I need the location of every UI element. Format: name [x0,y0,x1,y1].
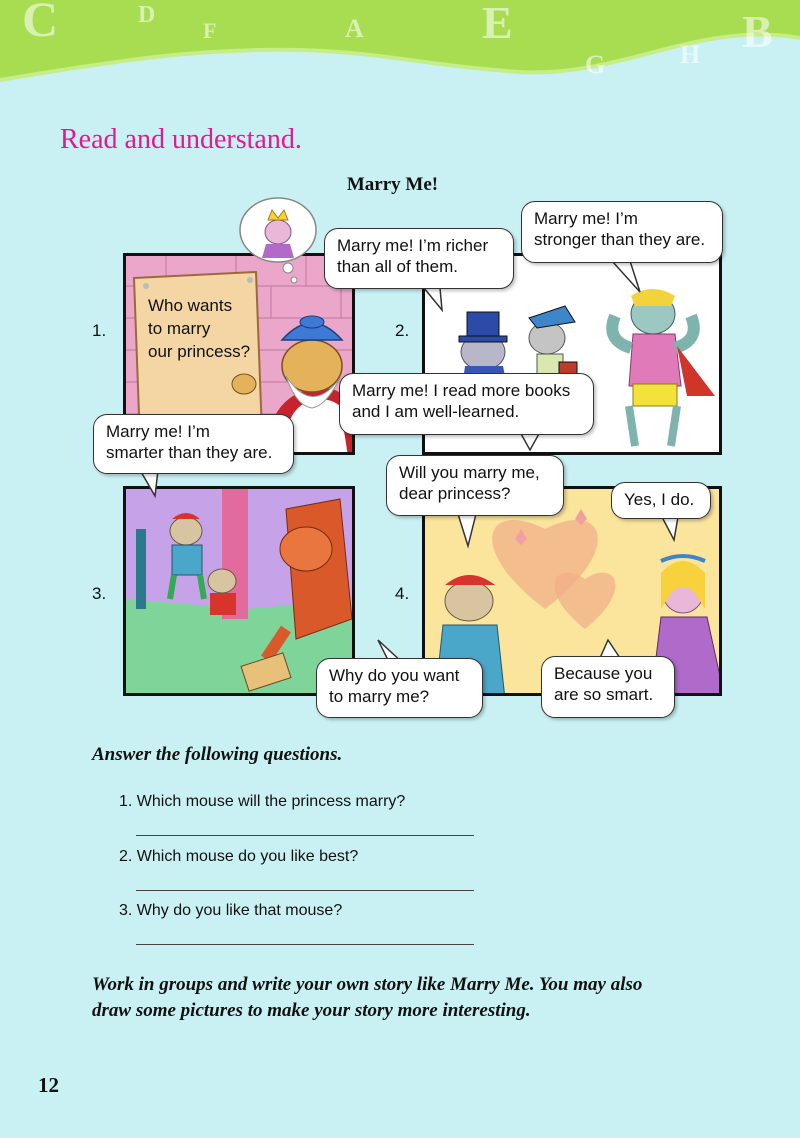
bubble-line: dear princess? [399,484,511,503]
bubble-line: smarter than they are. [106,443,273,462]
sign-line: Who wants [148,296,233,315]
story-title: Marry Me! [346,174,439,195]
panel-number: 2. [395,321,410,340]
question-item: 2. Which mouse do you like best? [119,848,359,865]
banner-letter: G [585,50,606,79]
bubble-line: Yes, I do. [624,490,695,509]
question-item: 1. Which mouse will the princess marry? [119,793,406,810]
panel-number: 3. [92,584,107,603]
task-line: Work in groups and write your own story like Marry Me. You may also [92,974,643,995]
bubble-line: to marry me? [329,687,430,706]
speech-bubble-richer [324,228,514,289]
task-line: draw some pictures to make your story more interesting. [92,1000,531,1021]
questions-heading: Answer the following questions. [92,744,343,765]
answer-line[interactable] [136,835,474,836]
banner-letter: H [680,40,701,69]
speech-bubble-smarter [93,414,294,474]
bubble-line: Because you [554,664,653,683]
speech-bubble-why [316,658,483,718]
banner-letter: E [482,0,513,48]
panel-number: 4. [395,584,410,603]
banner-letter: A [345,14,364,43]
bubble-line: and I am well-learned. [352,402,520,421]
banner-letter: D [138,2,156,28]
section-heading: Read and understand. [60,124,302,155]
bubble-line: Why do you want [329,666,460,685]
question-item: 3. Why do you like that mouse? [119,902,343,919]
bubble-line: Marry me! I read more books [352,381,571,400]
bubble-line: Will you marry me, [399,463,540,482]
speech-bubble-stronger [521,201,723,263]
speech-bubble-books [339,373,594,435]
sign-line: our princess? [148,342,251,361]
banner-letter: B [742,6,773,57]
page-number: 12 [38,1073,59,1097]
panel-number: 1. [92,321,107,340]
banner-letter: C [22,0,59,47]
answer-line[interactable] [136,890,474,891]
group-task-instruction [92,972,732,1024]
bubble-line: Marry me! I’m richer [337,236,489,255]
bubble-line: Marry me! I’m [534,209,638,228]
speech-bubble-because [541,656,675,718]
answer-line[interactable] [136,944,474,945]
speech-bubble-will-you [386,455,564,516]
bubble-line: are so smart. [554,685,654,704]
sign-line: to marry [148,319,211,338]
banner-letter: F [203,18,217,43]
bubble-line: than all of them. [337,257,458,276]
speech-bubble-yes [611,482,711,519]
bubble-line: stronger than they are. [534,230,706,249]
bubble-line: Marry me! I’m [106,422,210,441]
